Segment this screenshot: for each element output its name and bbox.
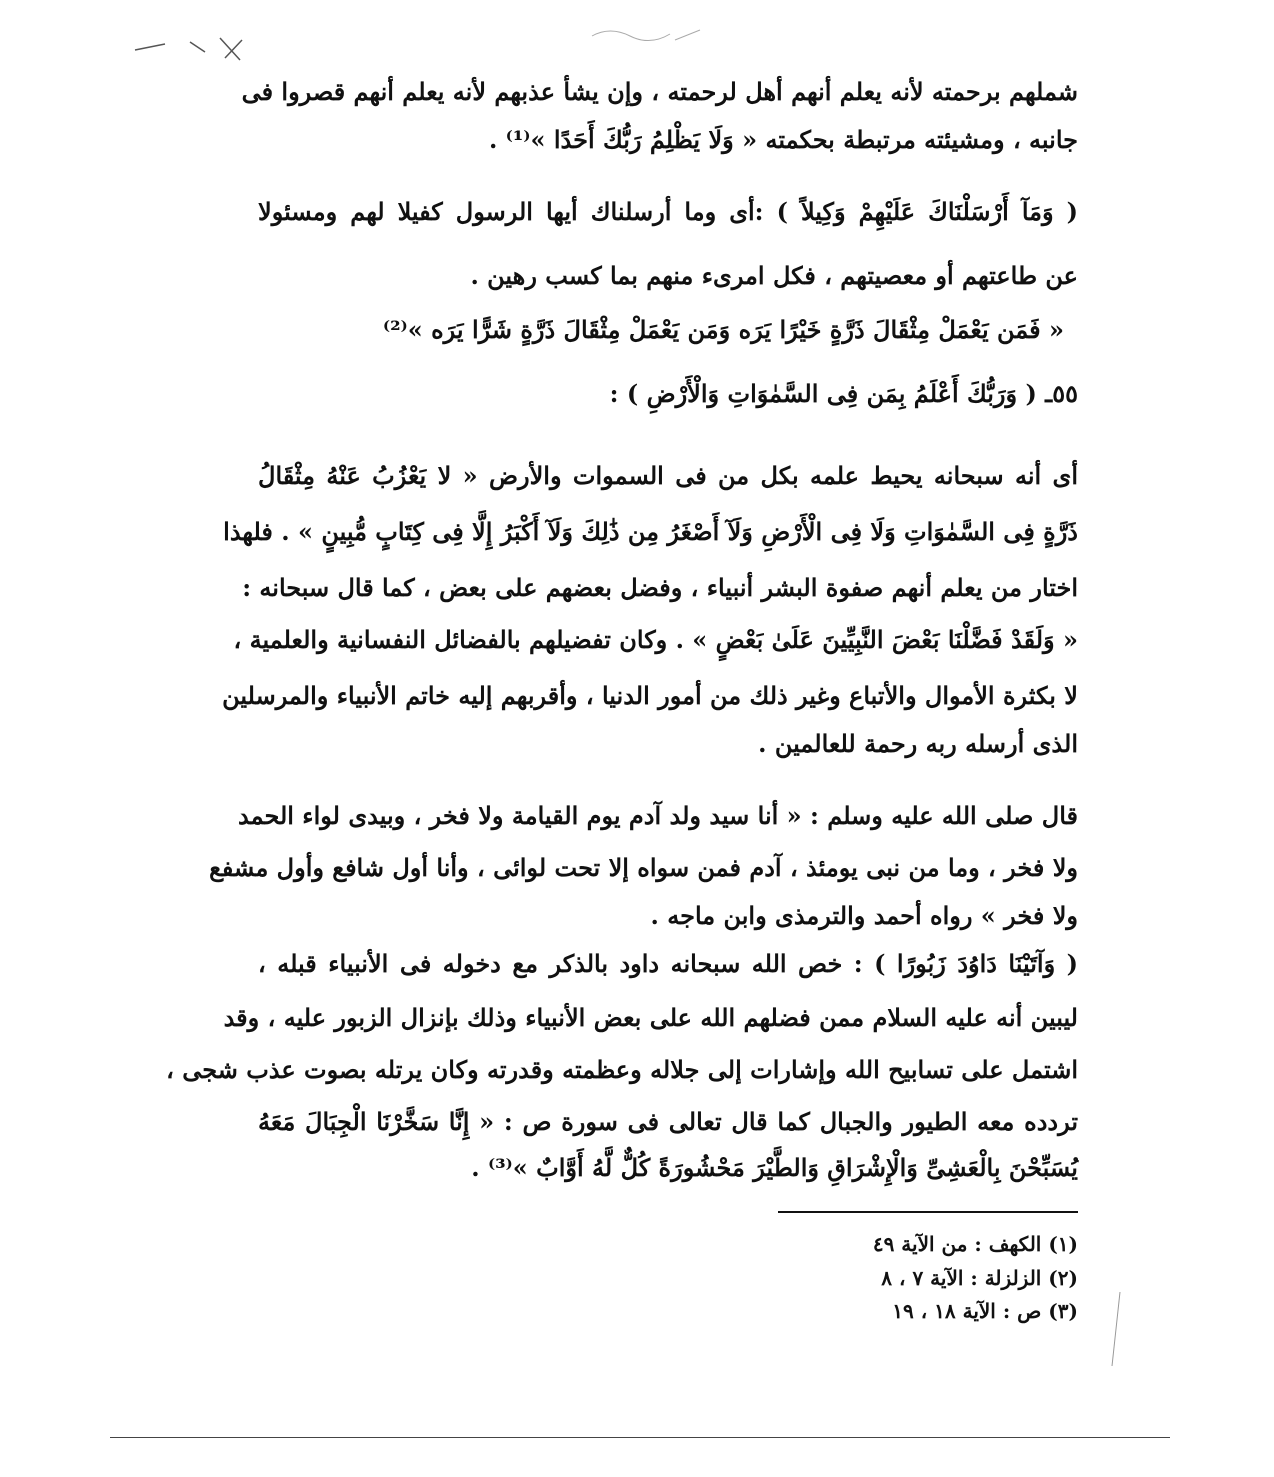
hadith-line-3: ولا فخر » رواه أحمد والترمذى وابن ماجه . [650,901,1078,930]
text-line-10: « وَلَقَدْ فَضَّلْنَا بَعْضَ النَّبِيِّينَ عَلَىٰ بَعْضٍ » . وكان تفضيلهم بالفضائل النفسانية والعلمية ، [233,625,1078,654]
footnote-1: (١) الكهف : من الآية ٤٩ [872,1232,1078,1256]
text-line-7: أى أنه سبحانه يحيط علمه بكل من فى السموات والأرض « لا يَعْزُبُ عَنْهُ مِثْقَالُ [258,461,1078,490]
hadith-line-1: قال صلى الله عليه وسلم : « أنا سيد ولد آدم يوم القيامة ولا فخر ، وبيدى لواء الحمد [238,801,1078,830]
scan-artifact-top [130,30,250,70]
quran-verse-line: « فَمَن يَعْمَلْ مِثْقَالَ ذَرَّةٍ خَيْرًا يَرَه وَمَن يَعْمَلْ مِثْقَالَ ذَرَّةٍ شَرًّا يَرَه »⁽²⁾ [382,315,1064,344]
verse-55-heading: ٥٥ـ ( وَرَبُّكَ أَعْلَمُ بِمَن فِى السَّمٰوَاتِ وَالْأَرْضِ ) : [609,379,1078,408]
text-line-12: الذى أرسله ربه رحمة للعالمين . [758,729,1078,758]
text-line-3: ( وَمَآ أَرْسَلْنَاكَ عَلَيْهِمْ وَكِيلاً ) :أى وما أرسلناك أيها الرسول كفيلا لهم ومسئولا [258,197,1078,226]
text-line-2: جانبه ، ومشيئته مرتبطة بحكمته « وَلَا يَظْلِمُ رَبُّكَ أَحَدًا »⁽¹⁾ . [488,125,1078,154]
page-bottom-line [110,1437,1170,1438]
hadith-line-2: ولا فخر ، وما من نبى يومئذ ، آدم فمن سواه إلا تحت لوائى ، وأنا أول شافع وأول مشفع [209,853,1078,882]
footnote-3: (٣) ص : الآية ١٨ ، ١٩ [892,1299,1078,1323]
text-line-19: تردده معه الطيور والجبال كما قال تعالى فى سورة ص : « إِنَّا سَخَّرْنَا الْجِبَالَ مَعَهُ [258,1107,1078,1136]
scan-artifact-top-center [590,22,710,52]
footnote-2: (٢) الزلزلة : الآية ٧ ، ٨ [881,1266,1078,1290]
scan-artifact-right-edge [1108,1290,1128,1370]
footnote-separator [778,1211,1078,1213]
text-line-16: ( وَآتَيْنَا دَاوُدَ زَبُورًا ) : خص الله سبحانه داود بالذكر مع دخوله فى الأنبياء قبله ، [258,949,1078,978]
text-line-11: لا بكثرة الأموال والأتباع وغير ذلك من أمور الدنيا ، وأقربهم إليه خاتم الأنبياء والمرسلين [222,681,1078,710]
text-line-8: ذَرَّةٍ فِى السَّمٰوَاتِ وَلَا فِى الْأَرْضِ وَلَآ أَصْغَرُ مِن ذَٰلِكَ وَلَآ أَكْبَرُ إِلَّا فِى كِتَابٍ مُّبِينٍ » . فلهذا [223,517,1078,546]
text-line-4: عن طاعتهم أو معصيتهم ، فكل امرىء منهم بما كسب رهين . [470,261,1078,290]
text-line-1: شملهم برحمته لأنه يعلم أنهم أهل لرحمته ، وإن يشأ عذبهم لأنه يعلم أنهم قصروا فى [241,77,1078,106]
text-line-9: اختار من يعلم أنهم صفوة البشر أنبياء ، وفضل بعضهم على بعض ، كما قال سبحانه : [242,573,1078,602]
text-line-18: اشتمل على تسابيح الله وإشارات إلى جلاله وعظمته وقدرته وكان يرتله بصوت عذب شجى ، [166,1055,1078,1084]
text-line-20: يُسَبِّحْنَ بِالْعَشِىِّ وَالْإِشْرَاقِ وَالطَّيْرَ مَحْشُورَةً كُلٌّ لَّهُ أَوَّابٌ »⁽³⁾ . [471,1153,1078,1182]
text-line-17: ليبين أنه عليه السلام ممن فضلهم الله على بعض الأنبياء وذلك بإنزال الزبور عليه ، وقد [223,1003,1078,1032]
